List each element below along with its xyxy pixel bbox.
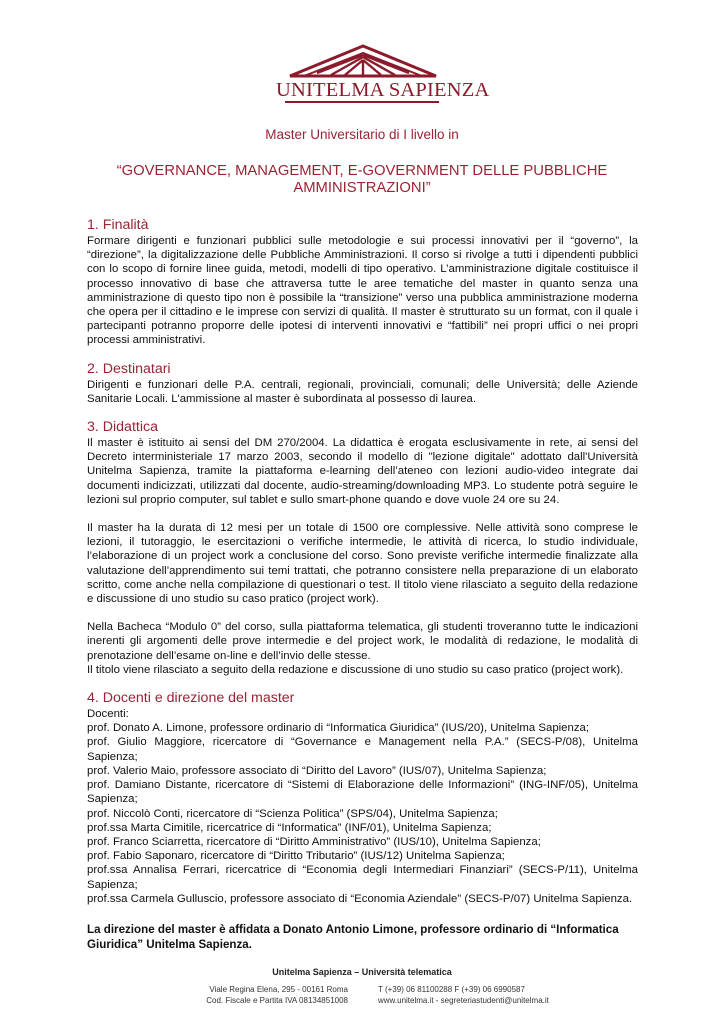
logo-text: UNITELMA SAPIENZA [276,79,490,101]
section-paragraph: Il master ha la durata di 12 mesi per un totale di 1500 ore complessive. Nelle attività sono comprese le lezioni, il tutoraggio, le esercitazioni o verifiche intermedie, le attività di ricerca, lo studio individuale, l’elaborazione di un project work a conclusione del corso. Sono previste verifiche intermedie finalizzate alla valutazione dell’apprendimento sui temi trattati, che potranno consistere nella preparazione di un elaborato scritto, come anche nella compilazione di questionari o test. Il titolo viene rilasciato a seguito della redazione e discussione di uno studio su caso pratico (project work). [87,522,638,606]
section-docenti [87,690,638,952]
section-heading: 1. Finalità [87,217,149,233]
footer-tax-id: Cod. Fiscale e Partita IVA 08134851008 [206,996,348,1005]
master-title: “GOVERNANCE, MANAGEMENT, E-GOVERNMENT DELLE PUBBLICHE AMMINISTRAZIONI” [116,163,608,196]
docenti-intro: Docenti: [87,708,129,721]
list-item: prof. Fabio Saponaro, ricercatore di “Diritto Tributario” (IUS/12) Unitelma Sapienza; [87,850,505,863]
list-item: prof. Valerio Maio, professore associato di “Diritto del Lavoro” (IUS/07), Unitelma Sapienza; [87,764,547,777]
section-paragraph: Il master è istituito ai sensi del DM 270/2004. La didattica è erogata esclusivamente in rete, ai sensi del Decreto interministeriale 17 marzo 2003, secondo il modello di "lezione digitale" adottato dall'Università Unitelma Sapienza, tramite la piattaforma e-learning dell’ateneo con lezioni audio-video integrate dai documenti indicizzati, utilizzati dal docente, audio-streaming/downloading MP3. Lo studente potrà seguire le lezioni sul proprio computer, sul tablet e sullo smart-phone quando e dove vuole 24 ore su 24. [87,437,638,506]
list-item: prof. Damiano Distante, ricercatore di “Sistemi di Elaborazione delle Informazioni” (ING-INF/05), Unitelma Sapienza; [87,779,638,806]
master-subtitle: Master Universitario di I livello in [265,127,459,142]
list-item: prof. Niccolò Conti, ricercatore di “Scienza Politica” (SPS/04), Unitelma Sapienza; [87,807,498,820]
section-heading: 3. Didattica [87,419,158,436]
list-item: prof. Franco Sciarretta, ricercatore di “Diritto Amministrativo” (IUS/10), Unitelma Sapienza; [87,835,541,848]
section-destinatari [87,361,638,406]
section-text: Dirigenti e funzionari delle P.A. centrali, regionali, provinciali, comunali; delle Università; delle Aziende Sanitarie Locali. L'ammissione al master è subordinata al possesso di laurea. [87,378,638,405]
direction-statement: La direzione del master è affidata a Donato Antonio Limone, professore ordinario di “Informatica Giuridica” Unitelma Sapienza. [87,922,619,951]
document-body [87,217,638,965]
section-finalita [87,217,638,348]
list-item: prof. Giulio Maggiore, ricercatore di “Governance e Management nella P.A.” (SECS-P/08), Unitelma Sapienza; [87,736,638,763]
list-item: prof.ssa Annalisa Ferrari, ricercatrice di “Economia degli Intermediari Finanziari” (SECS-P/11), Unitelma Sapienza; [87,864,638,891]
footer-phone: T (+39) 06 81100288 F (+39) 06 6990587 [378,985,525,994]
section-heading: 2. Destinatari [87,360,171,377]
section-paragraph: Il titolo viene rilasciato a seguito della redazione e discussione di uno studio su caso pratico (project work). [87,663,624,676]
section-paragraph: Nella Bacheca “Modulo 0” del corso, sulla piattaforma telematica, gli studenti troveranno tutte le indicazioni inerenti gli argomenti delle prove intermedie e del project work, le modalità di redazione, le modalità di prenotazione dell’esame on-line e dell’invio delle stesse. [87,621,638,662]
footer-contact-block [378,984,608,1006]
list-item: prof. Donato A. Limone, professore ordinario di “Informatica Giuridica” (IUS/20), Unitelma Sapienza; [87,722,590,735]
footer-address: Viale Regina Elena, 295 - 00161 Roma [209,985,348,994]
list-item: prof.ssa Carmela Gulluscio, professore associato di “Economia Aziendale” (SECS-P/07) Unitelma Sapienza. [87,892,633,905]
logo-underline [285,101,439,103]
section-heading: 4. Docenti e direzione del master [87,690,295,707]
section-text: Formare dirigenti e funzionari pubblici sulle metodologie e sui processi innovativi per il “governo”, la “direzione”, la digitalizzazione delle Pubbliche Amministrazioni. Il corso si rivolge a tutti i dipendenti pubblici con lo scopo di fornire linee guida, metodi, modelli di tipo operativo. L’amministrazione digitale costituisce il processo innovativo di base che attraversa tutte le aree tematiche del master in quanto senza una amministrazione di questo tipo non è possibile la “transizione” verso una pubblica amministrazione moderna che opera per il cittadino e le imprese con servizi di qualità. Il master è strutturato su un format, con il quale i partecipanti potranno proporre delle ipotesi di interventi innovativi e “fattibili” nei propri uffici o nei propri processi amministrativi. [87,235,638,347]
list-item: prof.ssa Marta Cimitile, ricercatrice di “Informatica” (INF/01), Unitelma Sapienza; [87,821,492,834]
footer-address-block [198,984,348,1006]
docenti-list [87,721,638,906]
footer-web[interactable]: www.unitelma.it - segreteriastudenti@unitelma.it [378,996,549,1005]
footer-title: Unitelma Sapienza – Università telematica [272,967,452,977]
section-didattica [87,419,638,677]
